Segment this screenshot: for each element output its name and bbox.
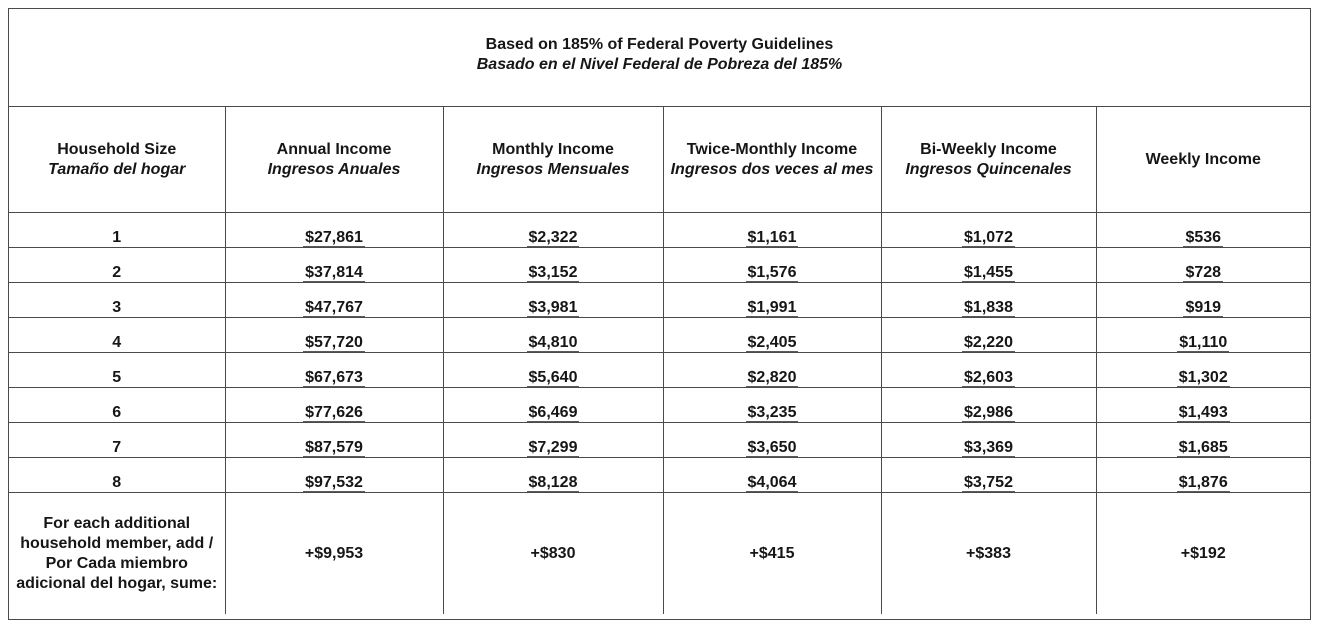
income-table [9,107,1310,614]
bi-weekly-cell: $3,752 [881,458,1096,493]
twice-monthly-cell: $3,235 [663,388,881,423]
weekly-cell: $1,110 [1096,318,1310,353]
household-size-cell: 6 [9,388,225,423]
monthly-cell: $6,469 [443,388,663,423]
weekly-cell: $919 [1096,283,1310,318]
additional-twice-monthly-cell: +$415 [663,493,881,615]
additional-bi-weekly-cell: +$383 [881,493,1096,615]
header-en: Bi-Weekly Income [920,140,1057,158]
weekly-cell: $1,493 [1096,388,1310,423]
bi-weekly-cell: $2,220 [881,318,1096,353]
header-weekly-income [1096,107,1310,213]
bi-weekly-cell: $2,986 [881,388,1096,423]
header-en: Weekly Income [1145,150,1261,168]
header-es: Tamaño del hogar [48,160,186,178]
header-row [9,107,1310,213]
additional-weekly-cell: +$192 [1096,493,1310,615]
annual-cell: $97,532 [225,458,443,493]
table-row [9,458,1310,493]
weekly-cell: $536 [1096,213,1310,248]
monthly-cell: $7,299 [443,423,663,458]
table-banner [9,9,1310,107]
annual-cell: $27,861 [225,213,443,248]
table-row [9,213,1310,248]
header-en: Household Size [57,140,177,158]
additional-member-row [9,493,1310,615]
header-es: Ingresos dos veces al mes [670,160,874,178]
header-twice-monthly-income [663,107,881,213]
bi-weekly-cell: $1,455 [881,248,1096,283]
weekly-cell: $728 [1096,248,1310,283]
additional-member-label: For each additional household member, add / Por Cada miembro adicional del hogar, sume: [9,493,225,615]
annual-cell: $47,767 [225,283,443,318]
table-row [9,248,1310,283]
twice-monthly-cell: $1,161 [663,213,881,248]
bi-weekly-cell: $2,603 [881,353,1096,388]
twice-monthly-cell: $4,064 [663,458,881,493]
monthly-cell: $3,981 [443,283,663,318]
weekly-cell: $1,302 [1096,353,1310,388]
household-size-cell: 2 [9,248,225,283]
household-size-cell: 4 [9,318,225,353]
table-row [9,388,1310,423]
bi-weekly-cell: $1,838 [881,283,1096,318]
table-row [9,318,1310,353]
monthly-cell: $8,128 [443,458,663,493]
table-row [9,283,1310,318]
weekly-cell: $1,876 [1096,458,1310,493]
monthly-cell: $2,322 [443,213,663,248]
twice-monthly-cell: $3,650 [663,423,881,458]
income-guidelines-sheet [8,8,1311,620]
header-monthly-income [443,107,663,213]
table-row [9,353,1310,388]
annual-cell: $37,814 [225,248,443,283]
monthly-cell: $3,152 [443,248,663,283]
header-en: Monthly Income [492,140,614,158]
header-es: Ingresos Quincenales [905,160,1072,178]
header-household-size [9,107,225,213]
additional-monthly-cell: +$830 [443,493,663,615]
annual-cell: $87,579 [225,423,443,458]
banner-title-es: Basado en el Nivel Federal de Pobreza del 185% [476,56,843,73]
annual-cell: $57,720 [225,318,443,353]
monthly-cell: $4,810 [443,318,663,353]
additional-annual-cell: +$9,953 [225,493,443,615]
household-size-cell: 5 [9,353,225,388]
weekly-cell: $1,685 [1096,423,1310,458]
header-annual-income [225,107,443,213]
header-bi-weekly-income [881,107,1096,213]
twice-monthly-cell: $1,576 [663,248,881,283]
bi-weekly-cell: $3,369 [881,423,1096,458]
header-en: Annual Income [276,140,392,158]
header-es: Ingresos Anuales [267,160,401,178]
household-size-cell: 3 [9,283,225,318]
bi-weekly-cell: $1,072 [881,213,1096,248]
monthly-cell: $5,640 [443,353,663,388]
household-size-cell: 8 [9,458,225,493]
household-size-cell: 1 [9,213,225,248]
annual-cell: $67,673 [225,353,443,388]
twice-monthly-cell: $1,991 [663,283,881,318]
header-es: Ingresos Mensuales [476,160,630,178]
twice-monthly-cell: $2,820 [663,353,881,388]
header-en: Twice-Monthly Income [686,140,858,158]
household-size-cell: 7 [9,423,225,458]
table-row [9,423,1310,458]
twice-monthly-cell: $2,405 [663,318,881,353]
banner-title-en: Based on 185% of Federal Poverty Guidelines [485,36,834,53]
annual-cell: $77,626 [225,388,443,423]
